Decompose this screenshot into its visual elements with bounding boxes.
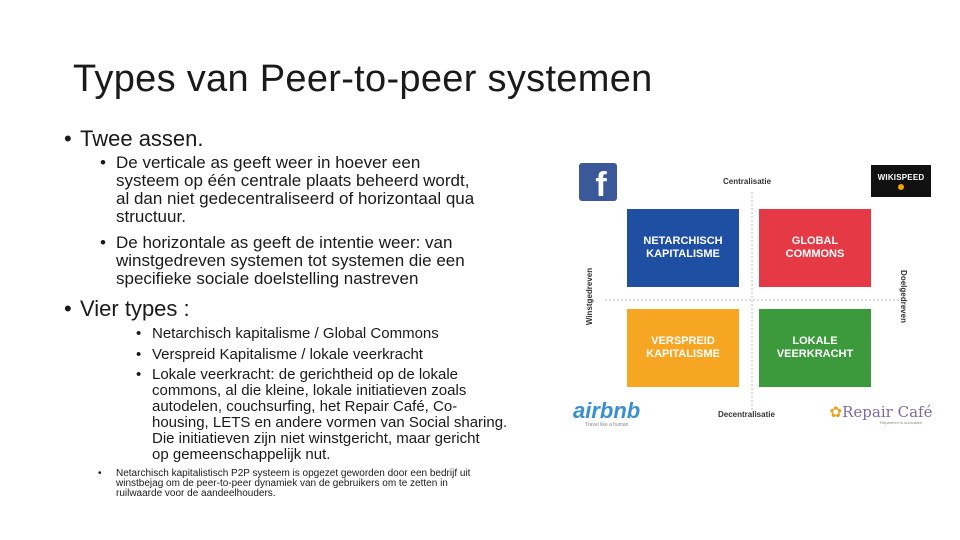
bullet-type-3 bbox=[136, 366, 508, 463]
bullet-line: op gemeenschappelijk nut. bbox=[152, 446, 331, 463]
bullet-type-2 bbox=[136, 346, 423, 363]
bullet-dot: • bbox=[64, 126, 72, 151]
footnote-line: winstbejag om de peer-to-peer dynamiek van de gebruikers om te zetten in bbox=[116, 478, 448, 489]
bullet-line: housing, LETS en andere vormen van Social sharing. bbox=[152, 414, 508, 431]
bullet-type-1 bbox=[136, 325, 439, 342]
bullet-text: Twee assen. bbox=[80, 126, 204, 151]
quadrant-label: NETARCHISCH bbox=[643, 235, 723, 247]
bullet-dot: • bbox=[64, 296, 72, 321]
facebook-logo-icon bbox=[579, 163, 617, 204]
bullet-dot: • bbox=[98, 468, 102, 479]
quadrant-label: VERSPREID bbox=[651, 335, 715, 347]
footnote-line: ruilwaarde voor de aandeelhouders. bbox=[116, 488, 276, 499]
airbnb-logo-icon bbox=[573, 396, 645, 432]
bullet-vier-types bbox=[64, 296, 190, 321]
bullet-line: winstgedreven systemen tot systemen die een bbox=[116, 251, 465, 270]
wikispeed-logo-icon bbox=[871, 165, 931, 197]
bullet-dot: • bbox=[100, 153, 106, 172]
quadrant-label: KAPITALISME bbox=[646, 348, 720, 360]
repair-cafe-gear-icon: ✿ bbox=[829, 402, 843, 421]
bullet-dot: • bbox=[100, 233, 106, 252]
axis-right-label: Doelgedreven bbox=[898, 270, 908, 323]
bullet-line: Lokale veerkracht: de gerichtheid op de lokale bbox=[152, 366, 459, 383]
repair-cafe-word-2: Café bbox=[897, 402, 933, 421]
bullet-line: autodelen, couchsurfing, het Repair Café, Co- bbox=[152, 398, 458, 415]
bullet-horizontale-as bbox=[100, 233, 465, 288]
airbnb-logo-text: airbnb bbox=[573, 398, 641, 423]
repair-cafe-logo-text bbox=[830, 404, 933, 420]
diagram-axes bbox=[575, 160, 940, 430]
bullet-line: al dan niet gedecentraliseerd of horizontaal qua bbox=[116, 189, 475, 208]
bullet-dot: • bbox=[136, 366, 142, 383]
quadrant-netarchisch-kapitalisme bbox=[627, 209, 739, 287]
quadrant-verspreid-kapitalisme bbox=[627, 309, 739, 387]
repair-cafe-tagline: Repareren is duurzaam bbox=[880, 419, 922, 425]
axis-left-label: Winstgedreven bbox=[585, 267, 595, 326]
bullet-line: Die initiatieven zijn niet winstgericht, maar gericht bbox=[152, 430, 480, 447]
bullet-dot: • bbox=[136, 325, 142, 342]
quadrant-global-commons bbox=[759, 209, 871, 287]
footnote bbox=[98, 468, 471, 499]
bullet-verticale-as bbox=[100, 153, 475, 226]
bullet-line: commons, al die kleine, lokale initiatieven zoals bbox=[152, 382, 467, 399]
quadrant-label: LOKALE bbox=[792, 335, 838, 347]
quadrant-label: COMMONS bbox=[785, 248, 845, 260]
quadrant-lokale-veerkracht bbox=[759, 309, 871, 387]
repair-cafe-word-1: Repair bbox=[842, 402, 893, 421]
bullet-line: De verticale as geeft weer in hoever een bbox=[116, 153, 421, 172]
bullet-line: specifieke sociale doelstelling nastreven bbox=[116, 269, 419, 288]
bullet-text: Vier types : bbox=[80, 296, 190, 321]
quadrant-label: KAPITALISME bbox=[646, 248, 720, 260]
repair-cafe-logo-icon bbox=[827, 398, 935, 430]
airbnb-logo-tagline: Travel like a human bbox=[585, 422, 629, 428]
wikispeed-logo-text: WIKISPEED bbox=[877, 172, 925, 182]
quadrant-label: VEERKRACHT bbox=[776, 348, 854, 360]
bullet-line: systeem op één centrale plaats beheerd wordt, bbox=[116, 171, 470, 190]
bullet-text: Verspreid Kapitalisme / lokale veerkracht bbox=[152, 346, 423, 363]
p2p-quadrant-diagram bbox=[575, 160, 940, 430]
bullet-line: De horizontale as geeft de intentie weer: van bbox=[116, 233, 453, 252]
axis-bottom-label: Decentralisatie bbox=[718, 410, 775, 419]
wikispeed-logo-mark bbox=[898, 184, 904, 190]
footnote-line: Netarchisch kapitalistisch P2P systeem is opgezet geworden door een bedrijf uit bbox=[116, 468, 471, 479]
slide-title: Types van Peer-to-peer systemen bbox=[73, 58, 653, 100]
bullet-dot: • bbox=[136, 346, 142, 363]
quadrant-label: GLOBAL bbox=[791, 235, 839, 247]
bullet-twee-assen bbox=[64, 126, 204, 151]
bullet-text: Netarchisch kapitalisme / Global Commons bbox=[152, 325, 439, 342]
facebook-logo-letter: f bbox=[595, 165, 607, 204]
bullet-line: structuur. bbox=[116, 207, 186, 226]
axis-top-label: Centralisatie bbox=[723, 177, 772, 186]
